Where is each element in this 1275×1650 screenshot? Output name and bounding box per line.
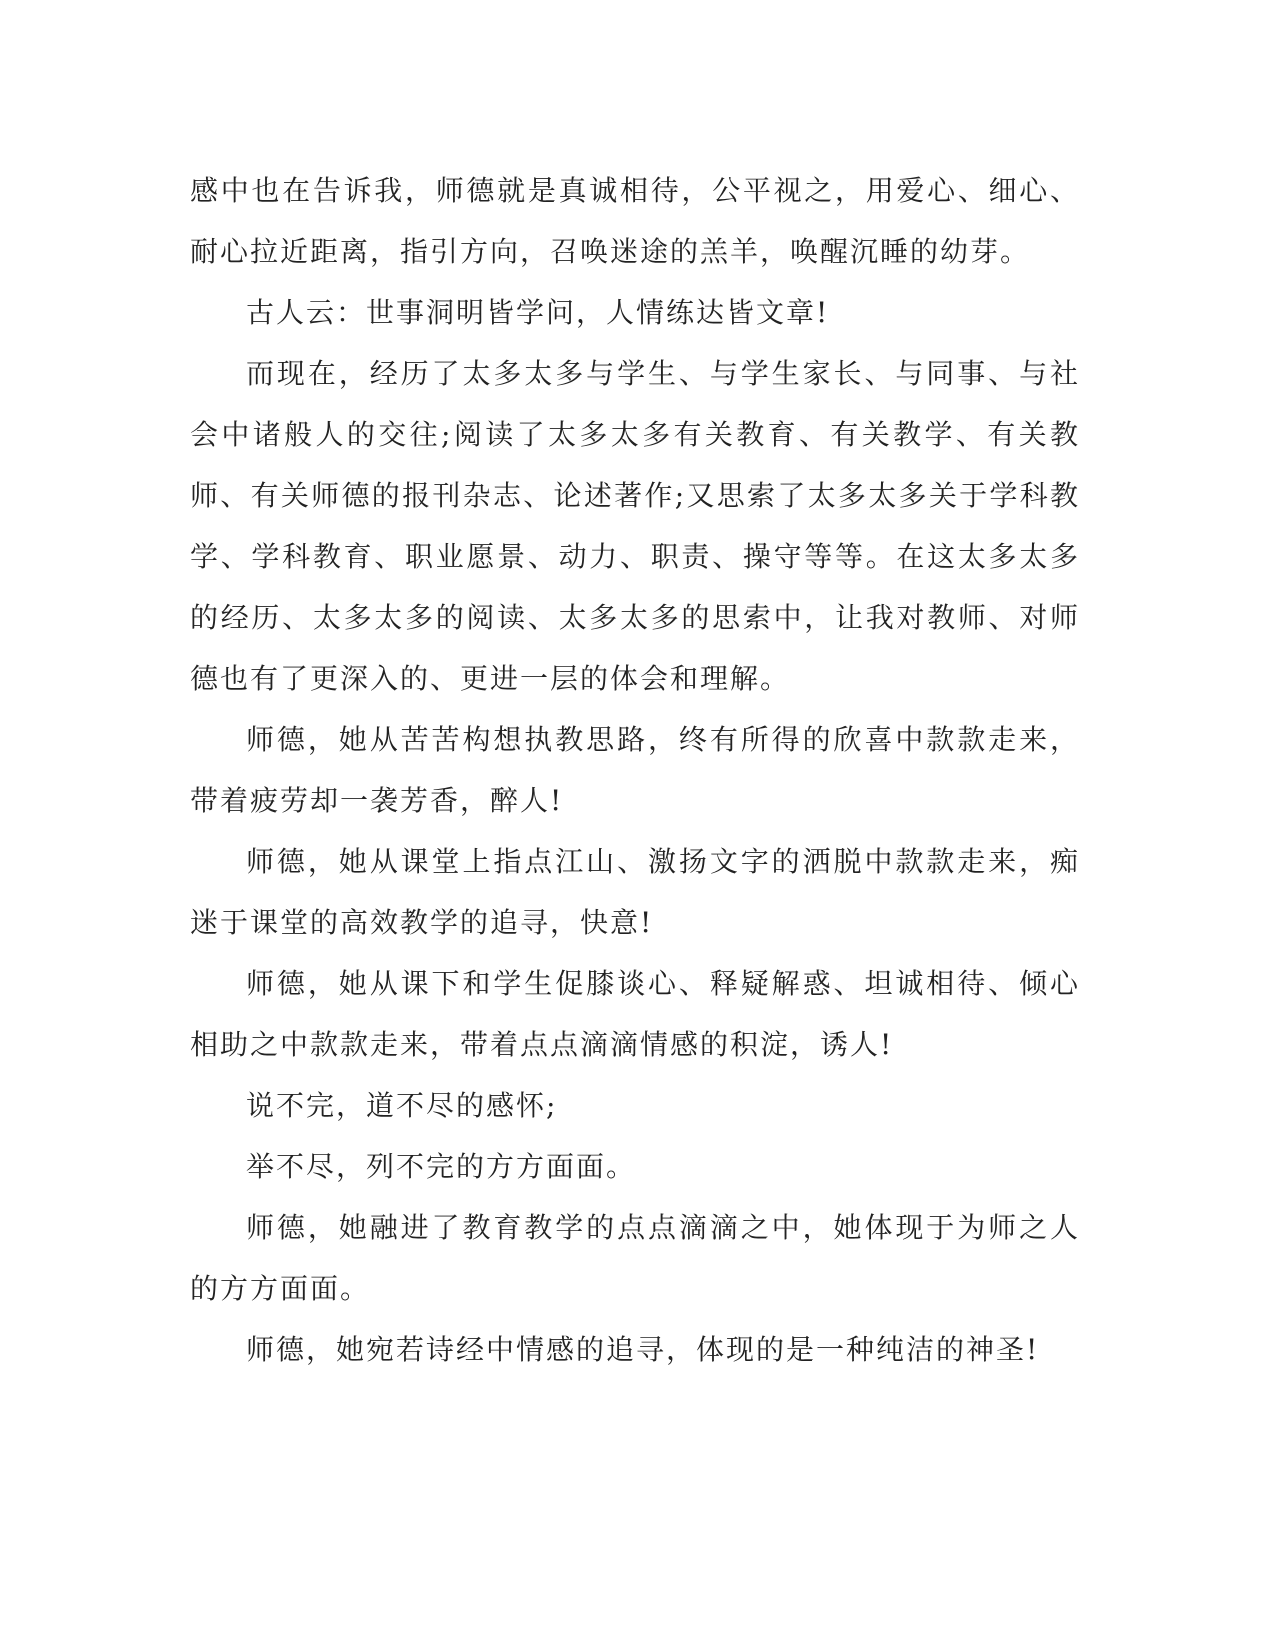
paragraph: 而现在，经历了太多太多与学生、与学生家长、与同事、与社会中诸般人的交往;阅读了太多太多有关教育、有关教学、有关教师、有关师德的报刊杂志、论述著作;又思索了太多太多关于学科教学、学科教育、职业愿景、动力、职责、操守等等。在这太多太多的经历、太多太多的阅读、太多太多的思索中，让我对教师、对师德也有了更深入的、更进一层的体会和理解。 [190,357,1080,695]
paragraph: 感中也在告诉我，师德就是真诚相待，公平视之，用爱心、细心、耐心拉近距离，指引方向，召唤迷途的羔羊，唤醒沉睡的幼芽。 [190,174,1080,268]
paragraph: 师德，她宛若诗经中情感的追寻，体现的是一种纯洁的神圣! [246,1333,1040,1366]
paragraph: 说不完，道不尽的感怀; [246,1089,558,1122]
paragraph: 师德，她从课堂上指点江山、激扬文字的洒脱中款款走来，痴迷于课堂的高效教学的追寻，快意! [190,845,1080,939]
paragraph: 古人云：世事洞明皆学问，人情练达皆文章! [246,296,830,329]
paragraph: 师德，她从苦苦构想执教思路，终有所得的欣喜中款款走来，带着疲劳却一袭芳香，醉人! [190,723,1080,817]
paragraph: 举不尽，列不完的方方面面。 [246,1150,637,1183]
paragraph: 师德，她从课下和学生促膝谈心、释疑解惑、坦诚相待、倾心相助之中款款走来，带着点点滴滴情感的积淀，诱人! [190,967,1080,1061]
document-body [190,160,1080,1380]
paragraph: 师德，她融进了教育教学的点点滴滴之中，她体现于为师之人的方方面面。 [190,1211,1080,1305]
